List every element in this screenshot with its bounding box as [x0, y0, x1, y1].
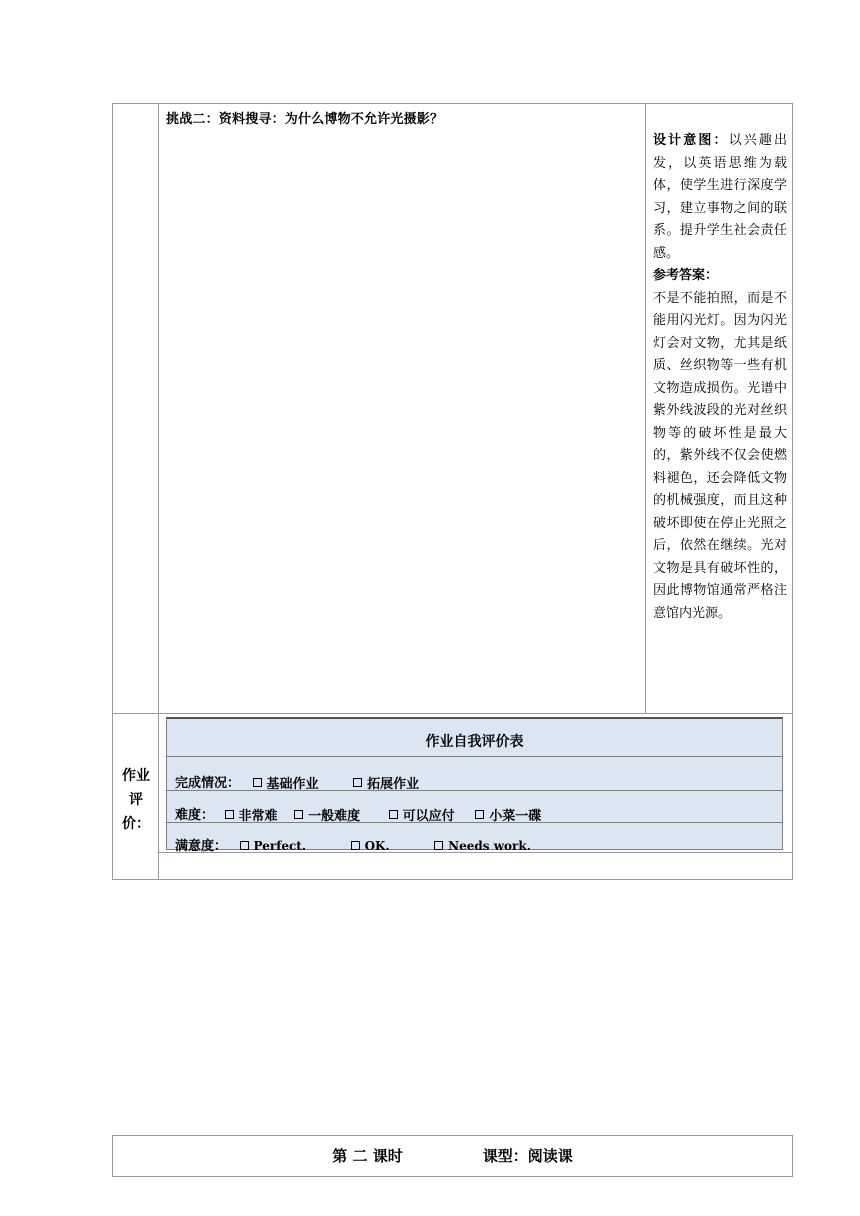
table-row-divider	[112, 713, 793, 714]
difficulty-label: 难度：	[175, 808, 215, 823]
checkbox-icon	[225, 810, 234, 819]
checkbox-icon	[253, 778, 262, 787]
challenge-title: 挑战二：资料搜寻：为什么博物不允许光摄影？	[166, 112, 444, 127]
side-label-line-3: 价：	[122, 816, 150, 832]
checkbox-icon	[353, 778, 362, 787]
completion-label: 完成情况：	[175, 776, 241, 791]
checkbox-icon	[475, 810, 484, 819]
checkbox-icon	[389, 810, 398, 819]
satisfaction-row	[167, 822, 782, 823]
evaluation-title: 作业自我评价表	[425, 734, 524, 750]
checkbox-icon	[294, 810, 303, 819]
satisfaction-line	[175, 835, 551, 854]
answer-label: 参考答案：	[653, 268, 719, 283]
lesson-header	[112, 1135, 793, 1177]
checkbox-ok[interactable]: OK.	[351, 839, 390, 853]
checkbox-medium[interactable]: 一般难度	[294, 805, 360, 824]
design-intent-text: 以兴趣出发，以英语思维为载体，使学生进行深度学习，建立事物之间的联系。提升学生社会责任感。	[653, 133, 787, 261]
evaluation-side-label	[114, 764, 158, 836]
table-divider-left	[158, 103, 159, 880]
checkbox-perfect[interactable]: Perfect.	[240, 839, 306, 853]
checkbox-needs-work[interactable]: Needs work.	[434, 839, 531, 853]
checkbox-very-hard[interactable]: 非常难	[225, 805, 278, 824]
checkbox-manageable[interactable]: 可以应付	[389, 805, 455, 824]
difficulty-row	[167, 790, 782, 791]
completion-line	[175, 772, 439, 792]
satisfaction-label: 满意度：	[175, 839, 228, 854]
completion-row	[167, 756, 782, 757]
answer-text: 不是不能拍照，而是不能用闪光灯。因为闪光灯会对文物，尤其是纸质、丝织物等一些有机文物造成损伤。光谱中紫外线波段的光对丝织物等的破坏性是最大的，紫外线不仅会使燃料褪色，还会降低文物的机械强度，而且这种破坏即使在停止光照之后，依然在继续。光对文物是具有破坏性的，因此博物馆通常严格注意馆内光源。	[653, 290, 787, 621]
checkbox-icon	[434, 841, 443, 850]
side-label-line-1: 作业	[122, 768, 150, 784]
side-label-line-2: 评	[129, 792, 143, 808]
checkbox-icon	[351, 841, 360, 850]
design-notes	[653, 130, 787, 625]
checkbox-basic[interactable]: 基础作业	[253, 773, 319, 792]
checkbox-extended[interactable]: 拓展作业	[353, 773, 419, 792]
self-evaluation-table	[166, 717, 783, 854]
difficulty-line	[175, 804, 561, 824]
table-divider-right	[645, 103, 646, 713]
design-intent-label: 设计意图：	[653, 133, 729, 148]
lesson-number: 第 二 课时	[332, 1147, 403, 1165]
lesson-type: 课型：阅读课	[482, 1147, 573, 1165]
checkbox-icon	[240, 841, 249, 850]
checkbox-easy[interactable]: 小菜一碟	[475, 805, 541, 824]
